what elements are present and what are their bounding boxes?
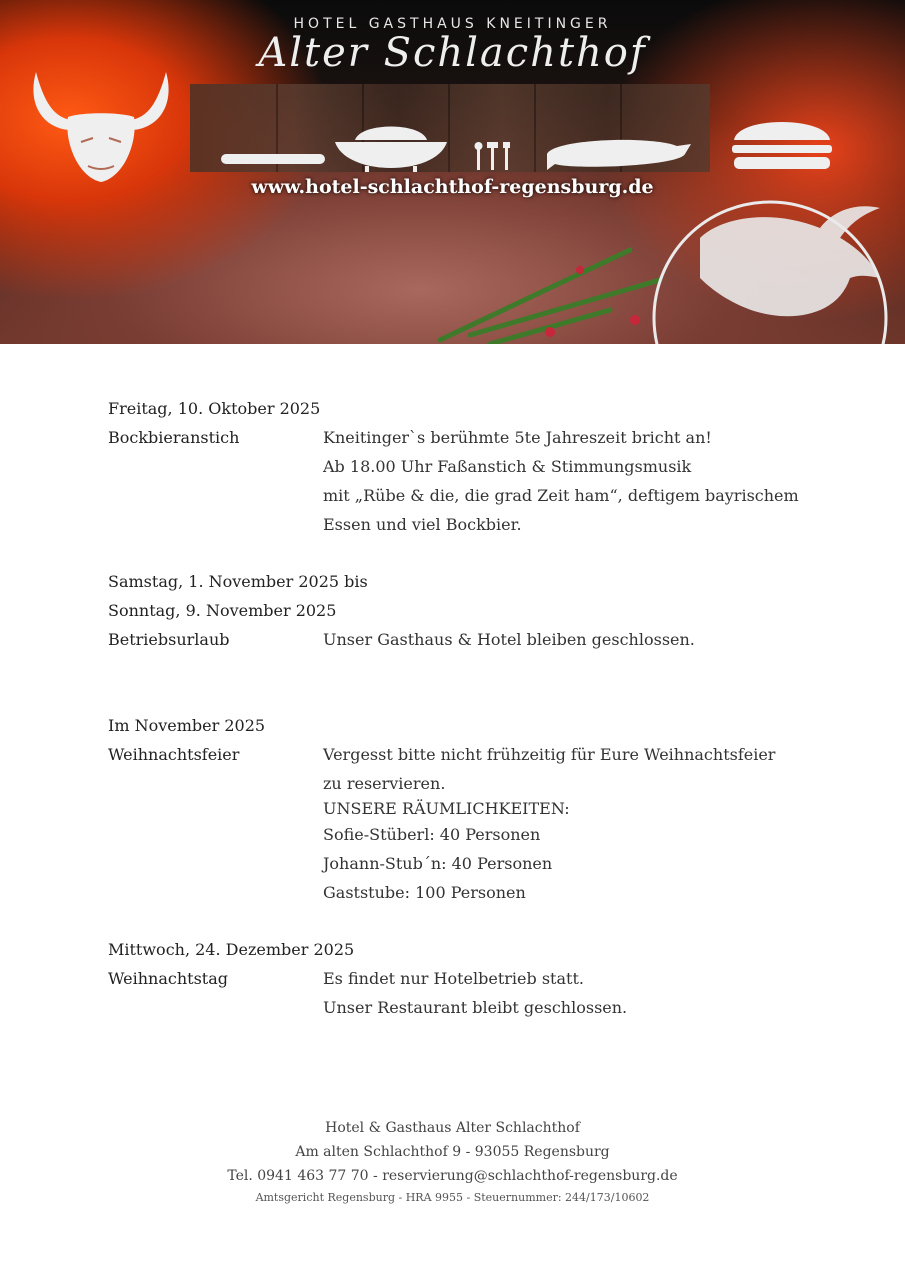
footer-contact[interactable]: Tel. 0941 463 77 70 - reservierung@schlachthof-regensburg.de — [227, 1168, 678, 1184]
event-text: Vergesst bitte nicht frühzeitig für Eure Weihnachtsfeier — [323, 745, 776, 764]
event-text: mit „Rübe & die, die grad Zeit ham“, deftigem bayrischem — [323, 486, 799, 505]
event-label: Bockbieranstich — [108, 428, 240, 447]
event-text: Ab 18.00 Uhr Faßanstich & Stimmungsmusik — [323, 457, 692, 476]
pig-icon — [547, 140, 691, 170]
event-text: Es findet nur Hotelbetrieb statt. — [323, 969, 584, 988]
header-banner — [0, 0, 905, 344]
event-weihnachtsfeier — [108, 711, 808, 907]
footer-legal: Amtsgericht Regensburg - HRA 9955 - Steuernummer: 244/173/10602 — [255, 1191, 650, 1204]
event-betriebsurlaub — [108, 567, 808, 654]
script-title: Alter Schlachthof — [258, 30, 647, 76]
event-text: Unser Gasthaus & Hotel bleiben geschlossen. — [323, 630, 695, 649]
room-capacity: Johann-Stub´n: 40 Personen — [323, 854, 553, 873]
event-label: Betriebsurlaub — [108, 630, 230, 649]
room-capacity: Gaststube: 100 Personen — [323, 883, 526, 902]
website-url[interactable]: www.hotel-schlachthof-regensburg.de — [251, 176, 654, 198]
event-date: Sonntag, 9. November 2025 — [108, 601, 337, 620]
event-date: Mittwoch, 24. Dezember 2025 — [108, 940, 355, 959]
bbq-icons-row — [215, 120, 695, 172]
footer — [0, 1116, 905, 1208]
event-text: zu reservieren. — [323, 774, 446, 793]
event-bockbieranstich — [108, 394, 808, 539]
event-text: Unser Restaurant bleibt geschlossen. — [323, 998, 628, 1017]
event-weihnachtstag — [108, 935, 808, 1022]
sausage-icon — [221, 154, 325, 164]
events-list — [108, 394, 808, 1022]
event-text: UNSERE RÄUMLICHKEITEN: — [323, 799, 570, 818]
event-label: Weihnachtstag — [108, 969, 228, 988]
event-date: Freitag, 10. Oktober 2025 — [108, 399, 321, 418]
room-capacity: Sofie-Stüberl: 40 Personen — [323, 825, 541, 844]
ox-head-icon — [26, 62, 176, 187]
goat-icon — [630, 198, 905, 344]
event-label: Weihnachtsfeier — [108, 745, 240, 764]
grill-icon — [335, 127, 447, 173]
event-text: Essen und viel Bockbier. — [323, 515, 522, 534]
footer-address: Am alten Schlachthof 9 - 93055 Regensburg — [295, 1144, 610, 1160]
footer-name: Hotel & Gasthaus Alter Schlachthof — [325, 1120, 580, 1136]
burger-icon — [730, 118, 834, 172]
event-date: Samstag, 1. November 2025 bis — [108, 572, 368, 591]
cutlery-icon — [475, 142, 511, 170]
hotel-title: HOTEL GASTHAUS KNEITINGER — [293, 16, 612, 32]
event-date: Im November 2025 — [108, 716, 266, 735]
event-text: Kneitinger`s berühmte 5te Jahreszeit bricht an! — [323, 428, 712, 447]
